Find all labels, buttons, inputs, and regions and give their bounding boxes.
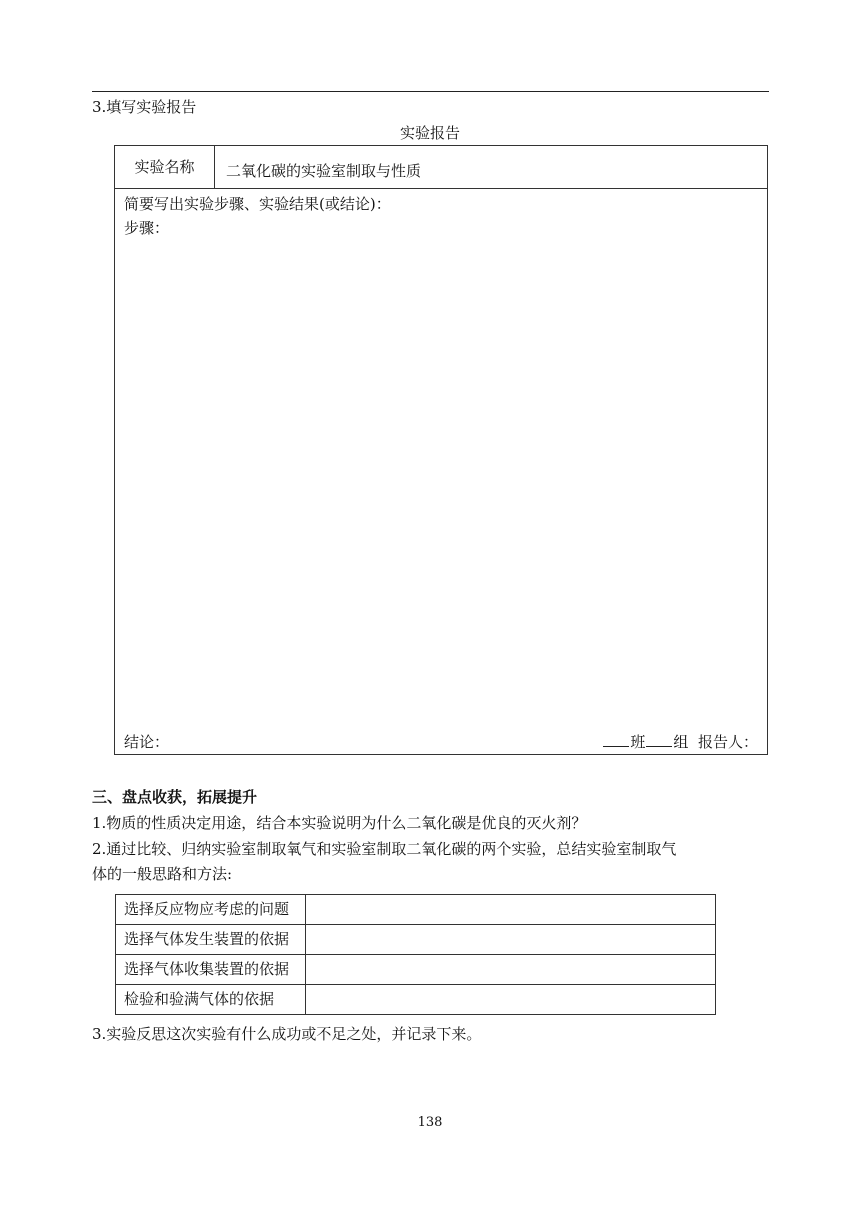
report-name-row [115, 146, 767, 189]
reporter-label: 报告人： [697, 733, 758, 751]
report-title: 实验报告 [399, 124, 460, 142]
experiment-name-value: 二氧化碳的实验室制取与性质 [226, 162, 422, 180]
question-2-line2: 体的一般思路和方法: [92, 865, 233, 883]
experiment-report-table [114, 145, 768, 755]
table-row [116, 925, 716, 955]
row-answer-cell[interactable] [306, 955, 716, 985]
row-label: 选择反应物应考虑的问题 [116, 895, 306, 925]
group-blank[interactable] [646, 732, 672, 747]
table-row [116, 955, 716, 985]
experiment-name-label: 实验名称 [115, 146, 215, 188]
table-row [116, 985, 716, 1015]
class-label: 班 [630, 733, 646, 751]
row-answer-cell[interactable] [306, 895, 716, 925]
row-label: 选择气体发生装置的依据 [116, 925, 306, 955]
class-blank[interactable] [603, 732, 629, 747]
section-heading: 3.填写实验报告 [92, 98, 197, 116]
page-number: 138 [417, 1115, 443, 1130]
signature-line [602, 732, 758, 752]
question-2-line1: 2.通过比较、归纳实验室制取氧气和实验室制取二氧化碳的两个实验，总结实验室制取气 [92, 840, 677, 858]
report-instruction: 简要写出实验步骤、实验结果(或结论)： [124, 195, 391, 213]
table-row [116, 895, 716, 925]
row-label: 检验和验满气体的依据 [116, 985, 306, 1015]
part3-heading: 三、盘点收获，拓展提升 [92, 788, 258, 806]
group-label: 组 [673, 733, 689, 751]
row-label: 选择气体收集装置的依据 [116, 955, 306, 985]
conclusion-label: 结论： [124, 733, 170, 751]
gas-preparation-method-table [115, 894, 716, 1015]
header-rule [92, 91, 769, 92]
question-3: 3.实验反思这次实验有什么成功或不足之处，并记录下来。 [92, 1025, 482, 1043]
row-answer-cell[interactable] [306, 985, 716, 1015]
steps-label: 步骤： [124, 219, 170, 237]
question-1: 1.物质的性质决定用途，结合本实验说明为什么二氧化碳是优良的灭火剂？ [92, 814, 587, 832]
row-answer-cell[interactable] [306, 925, 716, 955]
